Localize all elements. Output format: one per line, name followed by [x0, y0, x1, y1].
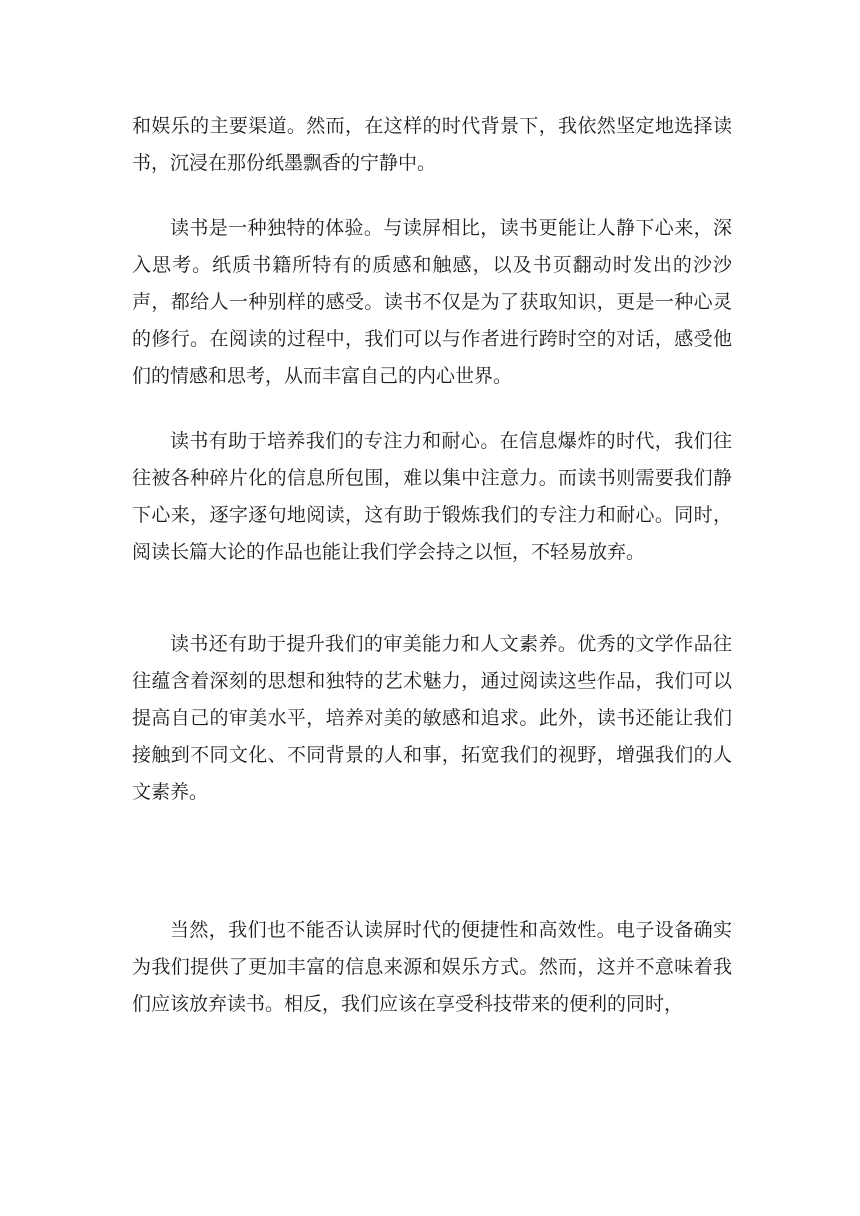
paragraph-focus-patience: 读书有助于培养我们的专注力和耐心。在信息爆炸的时代，我们往往被各种碎片化的信息所包围，难以集中注意力。而读书则需要我们静下心来，逐字逐句地阅读，这有助于锻炼我们的专注力和耐心。同时，阅读长篇大论的作品也能让我们学会持之以恒，不轻易放弃。 — [132, 430, 732, 563]
paragraph-aesthetics-humanities: 读书还有助于提升我们的审美能力和人文素养。优秀的文学作品往往蕴含着深刻的思想和独特的艺术魅力，通过阅读这些作品，我们可以提高自己的审美水平，培养对美的敏感和追求。此外，读书还能让我们接触到不同文化、不同背景的人和事，拓宽我们的视野，增强我们的人文素养。 — [132, 633, 732, 803]
paragraph-reading-experience: 读书是一种独特的体验。与读屏相比，读书更能让人静下心来，深入思考。纸质书籍所特有的质感和触感，以及书页翻动时发出的沙沙声，都给人一种别样的感受。读书不仅是为了获取知识，更是一种心灵的修行。在阅读的过程中，我们可以与作者进行跨时空的对话，感受他们的情感和思考，从而丰富自己的内心世界。 — [132, 217, 732, 387]
paragraph-screen-era: 当然，我们也不能否认读屏时代的便捷性和高效性。电子设备确实为我们提供了更加丰富的信息来源和娱乐方式。然而，这并不意味着我们应该放弃读书。相反，我们应该在享受科技带来的便利的同时， — [132, 919, 732, 1015]
paragraph-continuation: 和娱乐的主要渠道。然而，在这样的时代背景下，我依然坚定地选择读书，沉浸在那份纸墨飘香的宁静中。 — [132, 115, 732, 174]
